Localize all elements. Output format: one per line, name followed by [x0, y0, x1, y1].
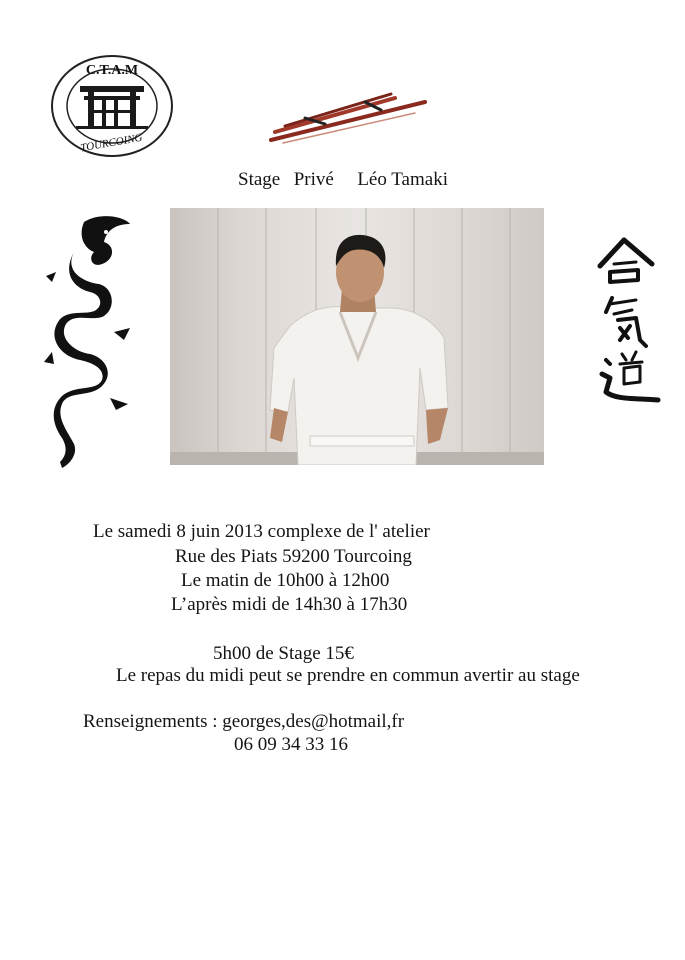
dragon-icon — [44, 212, 134, 470]
event-address: Rue des Piats 59200 Tourcoing — [175, 546, 412, 567]
page-title — [238, 169, 448, 192]
aikido-kanji-icon — [592, 236, 662, 406]
logo-top-text: C.T.A.M — [85, 63, 139, 78]
contact-email: Renseignements : georges,des@hotmail,fr — [83, 711, 405, 732]
event-date-location: Le samedi 8 juin 2013 complexe de l' atelier — [93, 521, 430, 542]
logo-bottom-text: TOURCOING — [79, 131, 144, 155]
katana-rack-icon — [265, 88, 435, 148]
stage-price: 5h00 de Stage 15€ — [213, 643, 354, 664]
title-prive: Privé — [293, 169, 334, 190]
title-name: Léo Tamaki — [357, 169, 448, 190]
ctam-logo — [50, 54, 175, 159]
morning-schedule: Le matin de 10h00 à 12h00 — [181, 570, 390, 591]
lunch-note: Le repas du midi peut se prendre en commun avertir au stage — [116, 665, 580, 686]
aikido-instructor-photo — [170, 208, 544, 465]
contact-phone: 06 09 34 33 16 — [234, 734, 348, 755]
afternoon-schedule: L’après midi de 14h30 à 17h30 — [171, 594, 408, 615]
torii-gate-icon — [76, 86, 148, 129]
title-stage: Stage — [238, 169, 281, 190]
